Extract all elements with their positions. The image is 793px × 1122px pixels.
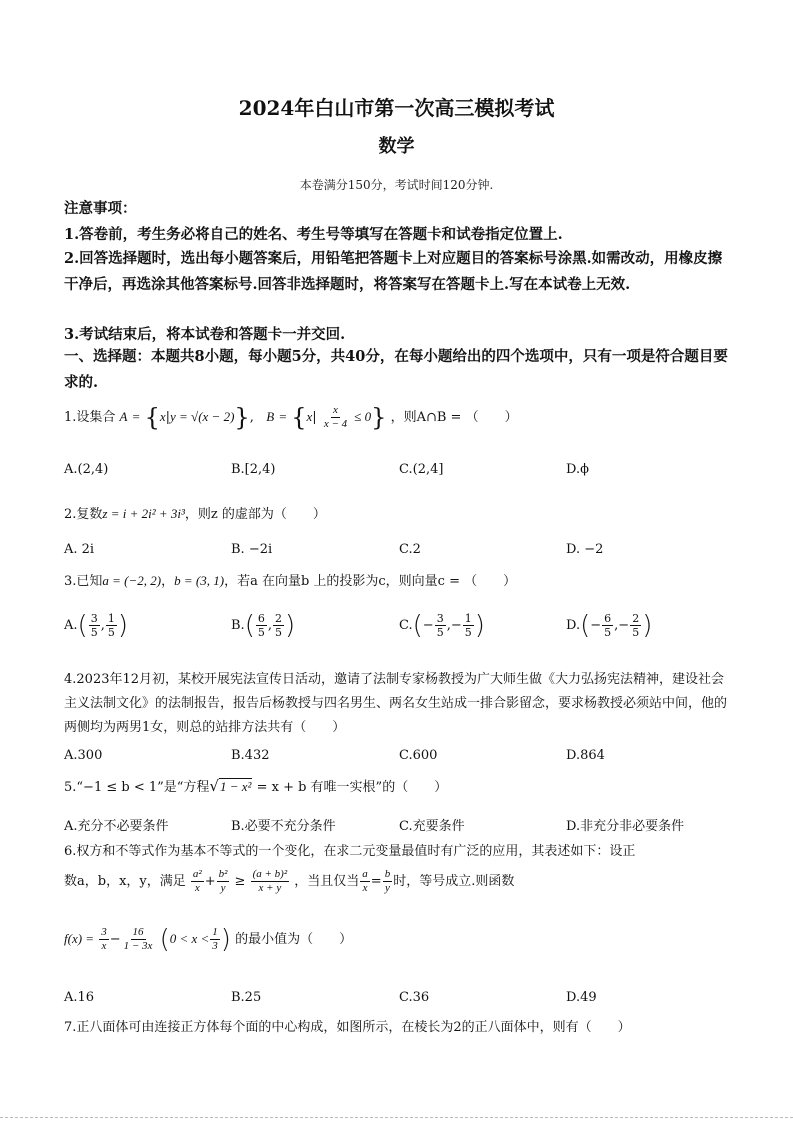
q4-option-a[interactable]: A.300 (64, 748, 103, 763)
q5-option-a[interactable]: A.充分不必要条件 (64, 819, 169, 834)
q1-setB-var: x (306, 409, 313, 424)
q1-setA-body: y = √(x − 2) (170, 409, 235, 424)
exam-info: 本卷满分150分，考试时间120分钟. (299, 178, 494, 192)
q5-sqrt: 1 − x² (219, 779, 252, 794)
q5-option-d[interactable]: D.非充分非必要条件 (566, 819, 685, 834)
q2-option-c[interactable]: C.2 (399, 542, 421, 557)
subject-title: 数学 (378, 136, 415, 157)
q5-option-b[interactable]: B.必要不充分条件 (231, 819, 336, 834)
q1-option-b[interactable]: B.[2,4) (231, 462, 276, 477)
q2-lead: 2.复数 (64, 507, 103, 522)
q3-option-a[interactable]: A.( $\frac{3}{5}$ , $\frac{1}{5}$ ) (64, 610, 128, 641)
question-7: 7.正八面体可由连接正方体每个面的中心构成，如图所示，在棱长为2的正八面体中，则有（ ） (64, 1020, 631, 1035)
note-item-1: 1.答卷前，考生务必将自己的姓名、考生号等填写在答题卡和试卷指定位置上. (64, 226, 563, 243)
q6-option-d[interactable]: D.49 (566, 990, 597, 1005)
q1-option-c[interactable]: C.(2,4] (399, 462, 444, 477)
q2-option-b[interactable]: B. −2i (231, 542, 273, 557)
q6-option-b[interactable]: B.25 (231, 990, 262, 1005)
q4-option-b[interactable]: B.432 (231, 748, 270, 763)
question-6-line1: 6.权方和不等式作为基本不等式的一个变化，在求二元变量最值时有广泛的应用，其表述如下：设正 (64, 844, 636, 859)
note-item-2: 2.回答选择题时，选出每小题答案后，用铅笔把答题卡上对应题目的答案标号涂黑.如需改动，用橡皮擦干净后，再选涂其他答案标号.回答非选择题时，将答案写在答题卡上.写在本试卷上无效. (64, 250, 723, 293)
question-6-line2: 数a，b，x，y，满足 $\frac{\text{a²}}{x}$ + $\frac{\text{b²}}{y}$ ≥ $\frac{\text{(a + b)²}}{x + y}$ ，当且仅当 $\frac{a}{x}$ = $\frac{b}{y}$ 时，等号成立.则函数 (64, 868, 515, 894)
exam-title: 2024年白山市第一次高三模拟考试 (238, 96, 555, 120)
q4-option-c[interactable]: C.600 (399, 748, 438, 763)
notes-heading: 注意事项： (64, 200, 137, 217)
question-1: 1.设集合 A = {x|y = √(x − 2)}, B = {x| $\frac{x}{x - 4}$ ≤ 0} ，则A∩B = （ ） (64, 403, 518, 432)
q5-lead: 5.“−1 ≤ b < 1”是“方程 (64, 780, 210, 795)
question-2 (64, 503, 326, 522)
page-bottom-divider (0, 1117, 793, 1118)
q4-option-d[interactable]: D.864 (566, 748, 605, 763)
q3-lead: 3.已知 (64, 574, 103, 589)
q1-tail: ，则A∩B = （ ） (390, 410, 518, 425)
q5-mid: = x + b 有唯一实根”的（ ） (256, 780, 448, 795)
section-heading: 一、选择题：本题共8小题，每小题5分，共40分，在每小题给出的四个选项中，只有一项是符合题目要求的. (64, 348, 728, 391)
q3-option-c[interactable]: C.(− $\frac{3}{5}$ ,− $\frac{1}{5}$ ) (399, 610, 485, 641)
q3-option-d[interactable]: D.(− $\frac{6}{5}$ ,− $\frac{2}{5}$ ) (566, 610, 653, 641)
q2-option-a[interactable]: A. 2i (64, 542, 95, 557)
q3-vec-a: a = (−2, 2) (102, 573, 162, 588)
q3-mid: ，若a 在向量b 上的投影为c，则向量c = （ ） (224, 574, 517, 589)
q1-fraction: $\frac{x}{x - 4}$ (323, 404, 348, 430)
q6-option-c[interactable]: C.36 (399, 990, 430, 1005)
question-3: 3.已知a = (−2, 2)，b = (3, 1)，若a 在向量b 上的投影为c，则向量c = （ ） (64, 573, 517, 589)
q1-setB-name: B (266, 409, 275, 424)
q1-lead: 1.设集合 (64, 410, 116, 425)
question-6-function: f(x) = $\frac{3}{x}$ − $\frac{16}{1 - 3x}$ (0 < x < $\frac{1}{3}$ ) 的最小值为（ ） (64, 924, 353, 955)
q3-vec-b: b = (3, 1) (174, 573, 225, 588)
q6-option-a[interactable]: A.16 (64, 990, 95, 1005)
q1-ineq: ≤ 0 (354, 409, 372, 424)
q3-option-b[interactable]: B.( $\frac{6}{5}$ , $\frac{2}{5}$ ) (231, 610, 296, 641)
q5-option-c[interactable]: C.充要条件 (399, 819, 465, 834)
note-item-3: 3.考试结束后，将本试卷和答题卡一并交回. (64, 326, 346, 343)
q2-tail: ，则z 的虚部为（ ） (184, 507, 326, 522)
question-4: 4.2023年12月初，某校开展宪法宣传日活动，邀请了法制专家杨教授为广大师生做《大力弘扬宪法精神，建设社会主义法制文化》的法制报告，报告后杨教授与四名男生、两名女生站成一排合影留念，要求杨教授必须站中间，他的两侧均为两男1女，则总的站排方法共有（ ） (64, 672, 728, 735)
question-5: 5.“−1 ≤ b < 1”是“方程√1 − x² = x + b 有唯一实根”的（ ） (64, 777, 448, 795)
q2-expr: z = i + 2i² + 3i³ (102, 506, 185, 521)
q1-option-d[interactable]: D.ϕ (566, 462, 589, 477)
q2-option-d[interactable]: D. −2 (566, 542, 604, 557)
q1-option-a[interactable]: A.(2,4) (64, 462, 109, 477)
q1-setA-name: A (119, 409, 128, 424)
